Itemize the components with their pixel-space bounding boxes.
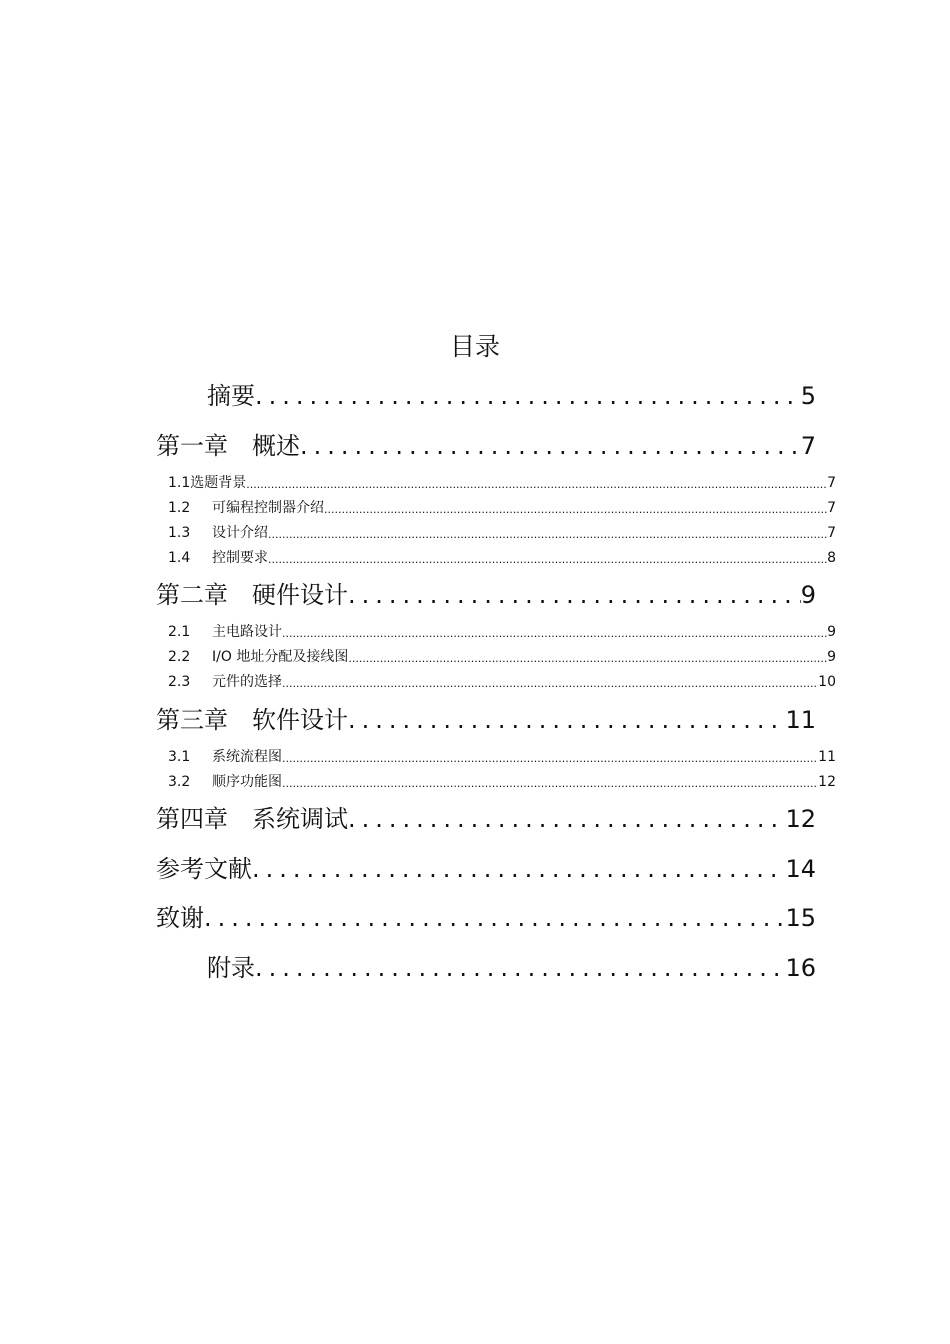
- toc-entry-label: 选题背景: [190, 475, 247, 491]
- toc-entry-chapter-2[interactable]: [156, 580, 816, 610]
- toc-entry-label: 第一章 概述: [156, 432, 300, 460]
- toc-entry-section-1-2[interactable]: [168, 499, 836, 517]
- dot-leader: [268, 528, 827, 542]
- dot-leader: [282, 627, 827, 641]
- toc-entry-page: 5: [800, 382, 816, 410]
- toc-entry-section-1-1[interactable]: [168, 474, 836, 492]
- toc-section-number: 1.2: [168, 500, 191, 516]
- toc-entry-section-2-3[interactable]: [168, 673, 836, 691]
- toc-entry-page: 7: [827, 500, 836, 516]
- dot-leader: [255, 953, 785, 983]
- toc-entry-label: 致谢: [156, 904, 204, 932]
- toc-entry-abstract[interactable]: [207, 381, 816, 411]
- toc-section-number: 3.1: [168, 749, 191, 765]
- toc-entry-page: 7: [827, 525, 836, 541]
- toc-entry-acknowledgements[interactable]: [156, 903, 816, 933]
- toc-entry-chapter-3[interactable]: [156, 705, 816, 735]
- toc-entry-page: 9: [827, 649, 836, 665]
- toc-entry-label: 主电路设计: [212, 624, 282, 640]
- toc-entry-label: 元件的选择: [212, 674, 282, 690]
- dot-leader: [300, 431, 801, 461]
- toc-entry-section-3-2[interactable]: [168, 773, 836, 791]
- toc-entry-section-2-2[interactable]: [168, 648, 836, 666]
- toc-entry-page: 7: [800, 432, 816, 460]
- toc-entry-references[interactable]: [156, 854, 816, 884]
- toc-entry-appendix[interactable]: [207, 953, 816, 983]
- toc-title: 目录: [449, 332, 500, 361]
- toc-entry-label: 第四章 系统调试: [156, 805, 348, 833]
- toc-section-number: 1.3: [168, 525, 191, 541]
- toc-entry-section-1-3[interactable]: [168, 524, 836, 542]
- toc-entry-chapter-1[interactable]: [156, 431, 816, 461]
- toc-entry-label: 顺序功能图: [212, 774, 282, 790]
- toc-entry-page: 9: [827, 624, 836, 640]
- toc-section-number: 3.2: [168, 774, 191, 790]
- toc-entry-page: 9: [800, 581, 816, 609]
- toc-entry-label: 可编程控制器介绍: [212, 500, 324, 516]
- toc-entry-page: 8: [827, 550, 836, 566]
- toc-entry-section-2-1[interactable]: [168, 623, 836, 641]
- toc-entry-label: 控制要求: [212, 550, 268, 566]
- dot-leader: [348, 652, 827, 666]
- toc-entry-page: 12: [818, 774, 836, 790]
- dot-leader: [282, 677, 818, 691]
- toc-entry-label: I/O 地址分配及接线图: [212, 649, 349, 665]
- dot-leader: [282, 752, 818, 766]
- toc-entry-label: 设计介绍: [212, 525, 268, 541]
- toc-section-number: 1.4: [168, 550, 191, 566]
- toc-entry-page: 10: [818, 674, 836, 690]
- toc-entry-label: 参考文献: [156, 855, 252, 883]
- toc-entry-page: 7: [827, 475, 836, 491]
- toc-entry-page: 16: [785, 954, 816, 982]
- toc-entry-page: 11: [785, 706, 816, 734]
- toc-entry-chapter-4[interactable]: [156, 804, 816, 834]
- toc-entry-section-3-1[interactable]: [168, 748, 836, 766]
- dot-leader: [282, 777, 818, 791]
- toc-section-number: 1.1: [168, 475, 191, 491]
- toc-entry-section-1-4[interactable]: [168, 549, 836, 567]
- toc-entry-page: 11: [818, 749, 836, 765]
- dot-leader: [348, 804, 785, 834]
- dot-leader: [252, 854, 785, 884]
- toc-entry-label: 摘要: [207, 382, 255, 410]
- dot-leader: [255, 381, 801, 411]
- dot-leader: [348, 705, 785, 735]
- toc-entry-label: 系统流程图: [212, 749, 282, 765]
- toc-entry-label: 第二章 硬件设计: [156, 581, 348, 609]
- dot-leader: [324, 503, 827, 517]
- dot-leader: [246, 478, 827, 492]
- dot-leader: [204, 903, 785, 933]
- toc-entry-label: 附录: [207, 954, 255, 982]
- toc-entry-page: 14: [785, 855, 816, 883]
- toc-section-number: 2.2: [168, 649, 191, 665]
- toc-entry-page: 12: [785, 805, 816, 833]
- toc-entry-page: 15: [785, 904, 816, 932]
- toc-entry-label: 第三章 软件设计: [156, 706, 348, 734]
- toc-section-number: 2.1: [168, 624, 191, 640]
- dot-leader: [268, 553, 827, 567]
- toc-section-number: 2.3: [168, 674, 191, 690]
- dot-leader: [348, 580, 801, 610]
